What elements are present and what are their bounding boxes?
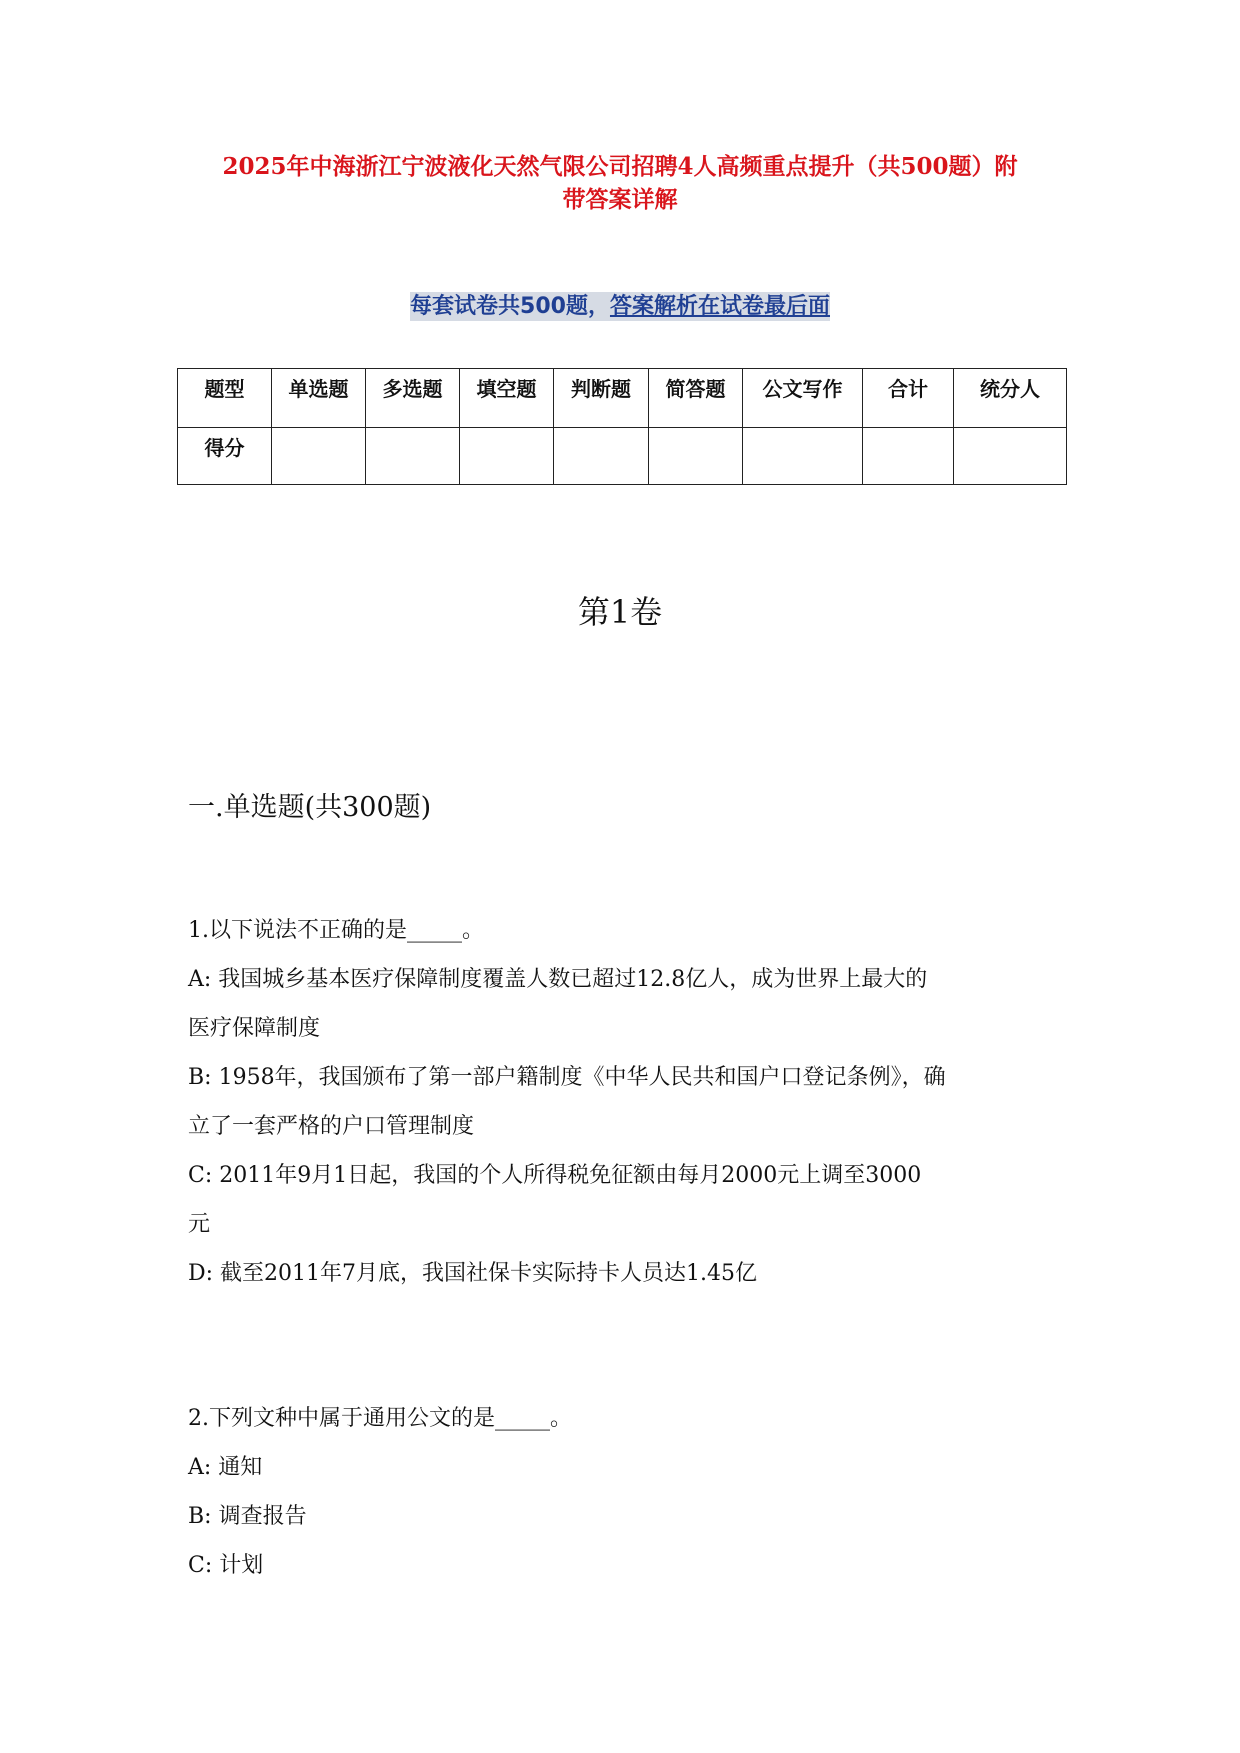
section-heading: 一.单选题(共300题) [188,792,432,823]
header-cell-official-writing: 公文写作 [743,369,863,428]
score-cell [366,428,460,485]
question-1 [188,906,1058,1298]
question-2-option-a: A: 通知 [188,1455,263,1480]
subtitle-text-2: 题， [565,294,610,319]
score-cell [863,428,954,485]
score-cell [460,428,554,485]
question-1-option-d: D: 截至2011年7月底，我国社保卡实际持卡人员达1.45亿 [188,1261,758,1286]
question-1-option-c-cont: 元 [188,1212,211,1237]
header-cell-total: 合计 [863,369,954,428]
score-cell [554,428,649,485]
header-cell-multiple-choice: 多选题 [366,369,460,428]
subtitle-question-count: 500 [520,294,566,319]
header-cell-type: 题型 [178,369,272,428]
exam-subtitle [0,290,1240,324]
header-cell-fill-blank: 填空题 [460,369,554,428]
question-2-option-b: B: 调查报告 [188,1504,307,1529]
question-2-stem: 2.下列文种中属于通用公文的是_____。 [188,1406,572,1431]
question-1-option-a: A: 我国城乡基本医疗保障制度覆盖人数已超过12.8亿人，成为世界上最大的 [188,967,928,992]
header-cell-true-false: 判断题 [554,369,649,428]
score-cell [649,428,743,485]
score-table-header-row [178,369,1067,428]
title-line-1: 2025年中海浙江宁波液化天然气限公司招聘4人高频重点提升（共500题）附 [222,153,1018,180]
question-1-option-c: C: 2011年9月1日起，我国的个人所得税免征额由每月2000元上调至3000 [188,1163,922,1188]
volume-title: 第1卷 [577,593,663,631]
score-table-score-row [178,428,1067,485]
question-1-option-b-cont: 立了一套严格的户口管理制度 [188,1114,475,1139]
question-1-option-b: B: 1958年，我国颁布了第一部户籍制度《中华人民共和国户口登记条例》，确 [188,1065,946,1090]
document-title [175,150,1065,216]
header-cell-scorer: 统分人 [954,369,1067,428]
score-row-label: 得分 [178,428,272,485]
score-table [177,368,1067,485]
header-cell-short-answer: 简答题 [649,369,743,428]
question-2 [188,1394,1058,1590]
score-cell [272,428,366,485]
subtitle-text: 每套试卷共 [410,294,521,319]
title-line-2: 带答案详解 [562,186,678,213]
header-cell-single-choice: 单选题 [272,369,366,428]
score-cell [743,428,863,485]
question-1-option-a-cont: 医疗保障制度 [188,1016,321,1041]
question-2-option-c: C: 计划 [188,1553,264,1578]
answer-location-link[interactable]: 答案解析在试卷最后面 [609,294,830,319]
score-cell [954,428,1067,485]
question-1-stem: 1.以下说法不正确的是_____。 [188,918,484,943]
